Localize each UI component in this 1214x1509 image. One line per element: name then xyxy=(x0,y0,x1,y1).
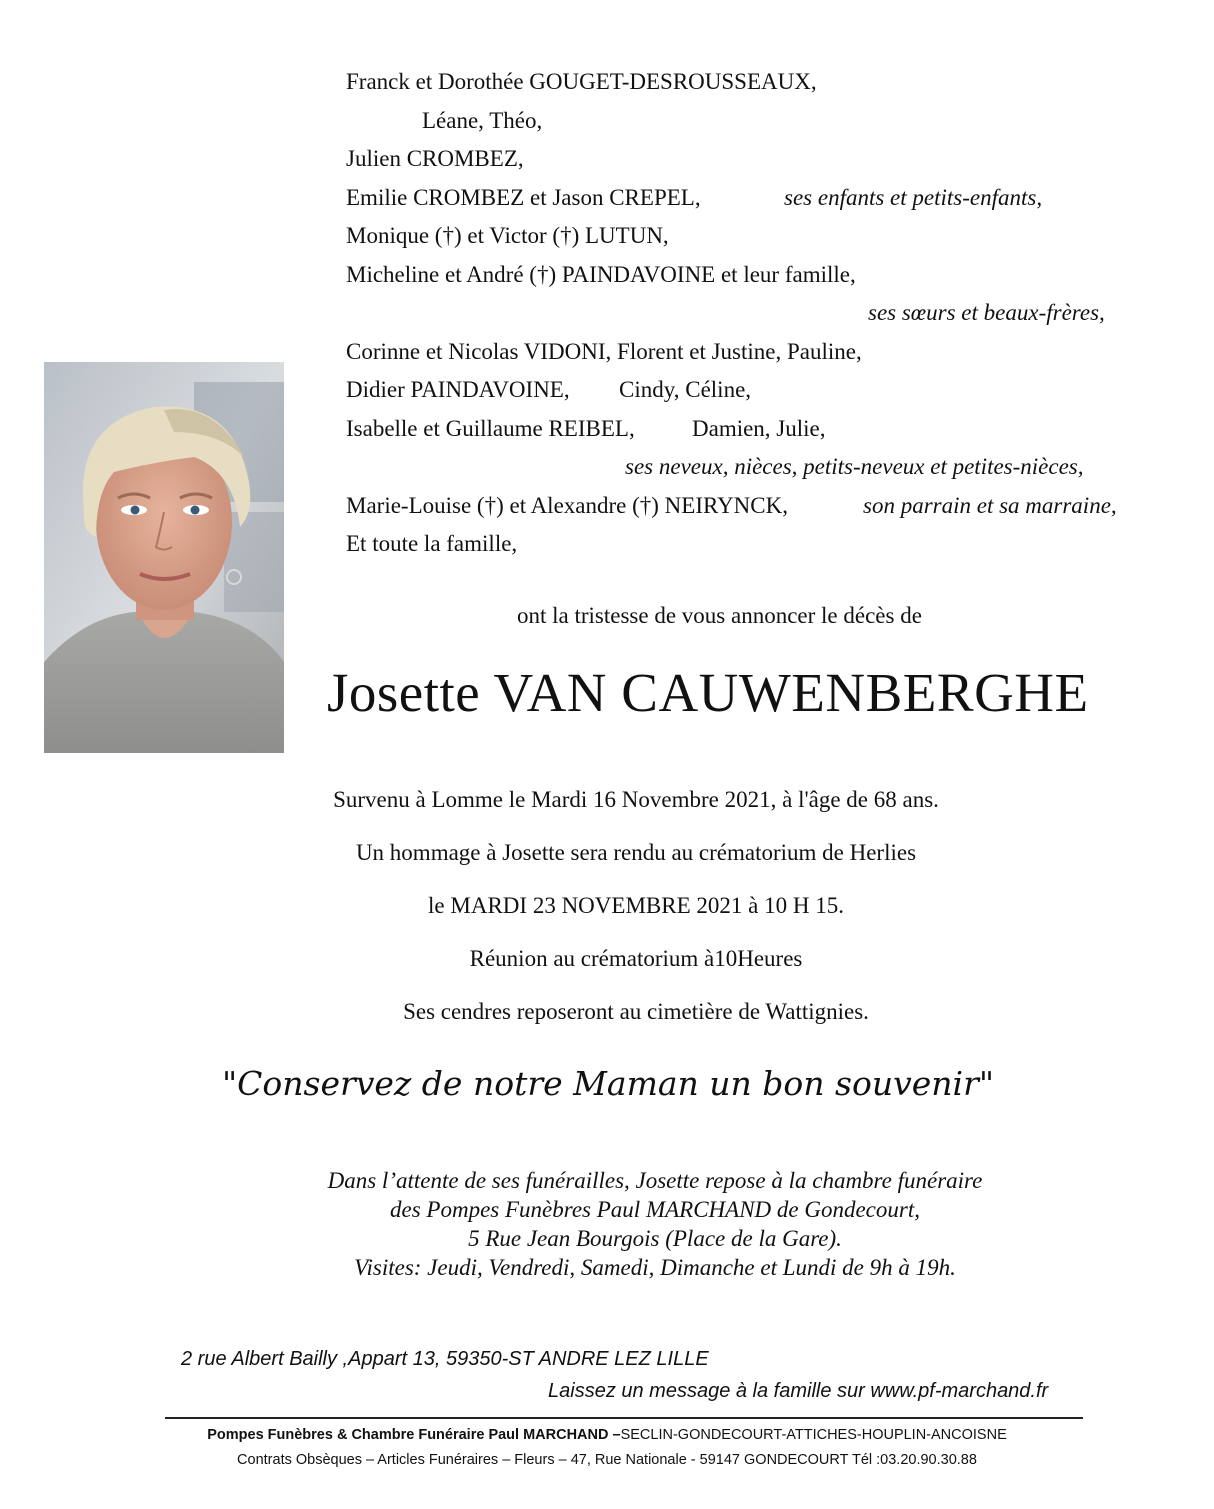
funeral-info-1: Dans l’attente de ses funérailles, Josette repose à la chambre funéraire xyxy=(327,1168,983,1193)
footer-company: Pompes Funèbres & Chambre Funéraire Paul MARCHAND – xyxy=(207,1427,621,1443)
portrait-photo xyxy=(44,362,284,753)
family-line-9b: Damien, Julie, xyxy=(692,416,826,441)
detail-tribute: Un hommage à Josette sera rendu au crématorium de Herlies xyxy=(355,840,917,865)
role-children: ses enfants et petits-enfants, xyxy=(784,185,1043,210)
family-line-6: Micheline et André (†) PAINDAVOINE et leur famille, xyxy=(346,262,856,287)
role-nephews: ses neveux, nièces, petits-neveux et petites-nièces, xyxy=(625,454,1084,479)
detail-death: Survenu à Lomme le Mardi 16 Novembre 2021, à l'âge de 68 ans. xyxy=(333,787,939,812)
online-message: Laissez un message à la famille sur www.pf-marchand.fr xyxy=(548,1380,1049,1402)
funeral-info-2: des Pompes Funèbres Paul MARCHAND de Gondecourt, xyxy=(390,1197,920,1222)
family-line-8a: Didier PAINDAVOINE, xyxy=(346,377,570,402)
detail-date: le MARDI 23 NOVEMBRE 2021 à 10 H 15. xyxy=(428,893,844,918)
footer-towns: SECLIN-GONDECOURT-ATTICHES-HOUPLIN-ANCOISNE xyxy=(620,1427,1007,1443)
role-siblings: ses sœurs et beaux-frères, xyxy=(868,300,1105,325)
deceased-name: Josette VAN CAUWENBERGHE xyxy=(327,662,1089,723)
funeral-info-3: 5 Rue Jean Bourgois (Place de la Gare). xyxy=(468,1226,842,1251)
announcement-text: ont la tristesse de vous annoncer le décès de xyxy=(517,603,922,628)
family-line-10: Marie-Louise (†) et Alexandre (†) NEIRYNCK, xyxy=(346,493,788,518)
family-line-5: Monique (†) et Victor (†) LUTUN, xyxy=(346,223,669,248)
family-line-7: Corinne et Nicolas VIDONI, Florent et Justine, Pauline, xyxy=(346,339,862,364)
memorial-quote: "Conservez de notre Maman un bon souvenir" xyxy=(221,1064,995,1103)
funeral-info-4: Visites: Jeudi, Vendredi, Samedi, Dimanche et Lundi de 9h à 19h. xyxy=(354,1255,956,1280)
family-line-4: Emilie CROMBEZ et Jason CREPEL, xyxy=(346,185,701,210)
footer-divider xyxy=(165,1417,1083,1419)
family-line-2: Léane, Théo, xyxy=(422,108,543,133)
family-line-1: Franck et Dorothée GOUGET-DESROUSSEAUX, xyxy=(346,69,817,94)
family-line-3: Julien CROMBEZ, xyxy=(346,146,524,171)
footer-company-line xyxy=(0,1425,1214,1445)
family-line-9a: Isabelle et Guillaume REIBEL, xyxy=(346,416,635,441)
footer-services: Contrats Obsèques – Articles Funéraires – Fleurs – 47, Rue Nationale - 59147 GONDECOURT Tél :03.20.90.30.88 xyxy=(237,1452,977,1468)
detail-meeting: Réunion au crématorium à10Heures xyxy=(469,946,803,971)
family-line-8b: Cindy, Céline, xyxy=(619,377,752,402)
detail-ashes: Ses cendres reposeront au cimetière de Wattignies. xyxy=(403,999,869,1024)
role-godparents: son parrain et sa marraine, xyxy=(863,493,1117,518)
family-line-11: Et toute la famille, xyxy=(346,531,518,556)
family-address: 2 rue Albert Bailly ,Appart 13, 59350-ST ANDRE LEZ LILLE xyxy=(181,1348,709,1370)
